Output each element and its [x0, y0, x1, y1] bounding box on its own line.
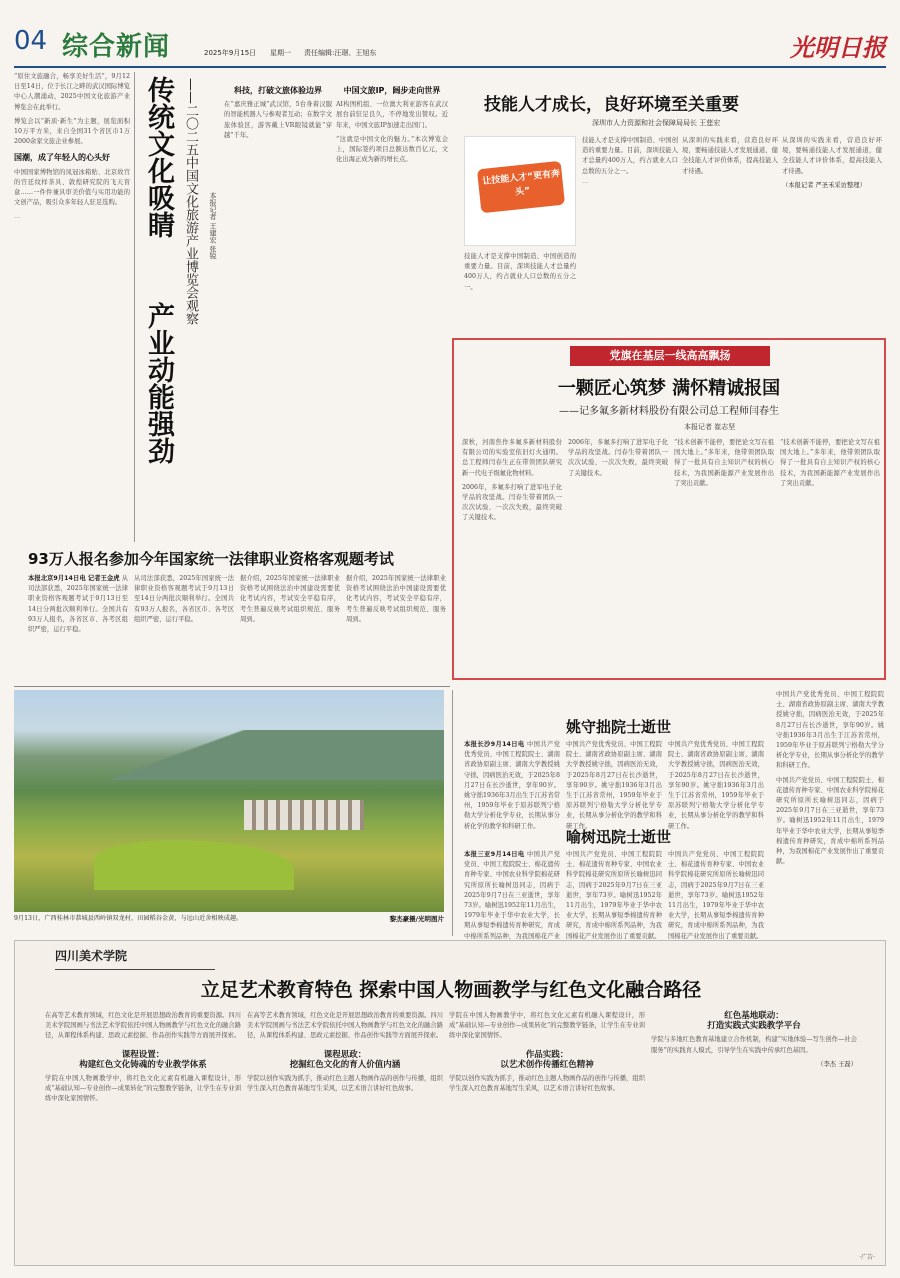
obit2-headline: 喻树迅院士逝世 — [566, 828, 672, 846]
photo-caption-box — [14, 914, 444, 936]
issue-weekday: 星期一 — [270, 49, 291, 57]
editors: 责任编辑:汪璟、王旭东 — [304, 49, 377, 57]
exam-headline: 93万人报名参加今年国家统一法律职业资格客观题考试 — [28, 550, 394, 568]
culture-headline-b: 产业动能强劲 — [143, 302, 174, 464]
art-intro: 在高等艺术教育领域，红色文化是开展思想政治教育的重要资源。四川美术学院国画与书法艺术学院依托中国人物画教学与红色文化的融合路径，从课程体系构建、思政元素挖掘、作品创作实践等方面展开探索。 — [45, 1012, 241, 1040]
art-sign: （李杰 王磊） — [817, 1060, 857, 1068]
skills-col1: 技能人才是支撑中国制造、中国创造的重要力量。目前，深圳技能人才总量约400万人，约占就业人口总数的五分之一。 — [464, 253, 576, 291]
photo-mountains — [14, 730, 444, 780]
skills-note: （本报记者 严圣禾采访整理） — [782, 181, 866, 189]
obit-right-col: 中国共产党优秀党员、中国工程院院士、湖南省政协原副主席、湖南大学教授姚守拙，因病医治无效，于2025年8月27日在长沙逝世，享年90岁。姚守拙1936年3月出生于江苏省常州，1959年毕业于原苏联列宁格勒大学分析化学专业，长期从事分析化学的教学和科研工作。 中国共产党党员、中国工程院院士、棉花遗传育种专家、中国农业科学院棉花研究所原所长喻树迅同志，因病于2025年9月7日在三亚逝世，享年73岁。喻树迅1952年11月出生，1979年毕业于华中农业大学，长期从事短季棉遗传育种研究，育成中棉所系列品种，为我国棉花产业发展作出了重要贡献。 — [776, 691, 884, 866]
obit2-col3: 中国共产党党员、中国工程院院士、棉花遗传育种专家、中国农业科学院棉花研究所原所长喻树迅同志，因病于2025年9月7日在三亚逝世，享年73岁。喻树迅1952年11月出生，1979年毕业于华中农业大学，长期从事短季棉遗传育种研究，育成中棉所系列品种，为我国棉花产业发展作出了重要贡献。 — [668, 851, 764, 940]
exam-col2: 从司法部获悉，2025年国家统一法律职业资格客观题考试于9月13日至14日分两批次顺利举行。全国共有93万人报名，各省区市、各考区组织严密，运行平稳。 — [134, 575, 234, 623]
culture-filler: … — [14, 213, 21, 221]
art-sec3-label: 作品实践： — [525, 1049, 569, 1060]
art-sec4-label: 红色基地联动： — [724, 1011, 784, 1021]
obit2-col1: 本报三亚9月14日电 中国共产党党员、中国工程院院士、棉花遗传育种专家、中国农业科学院棉花研究所原所长喻树迅同志，因病于2025年9月7日在三亚逝世，享年73岁。喻树迅1952年11月出生，1979年毕业于华中农业大学，长期从事短季棉遗传育种研究，育成中棉所系列品种，为我国棉花产业 — [464, 851, 560, 940]
culture-para5: AI构图机组、一位澳大利亚游客在武汉展台前驻足良久，不停地发出赞叹。近年来，中国文旅IP加速走出国门。 — [336, 101, 448, 129]
culture-intro: “原住文旅融合，畅享美好生活”，9月12日至14日，位于长江之畔的武汉国际博览中心人潮涌动，2025中国文化旅游产业博览会在此举行。 — [14, 73, 130, 111]
art-col2: 在高等艺术教育领域，红色文化是开展思想政治教育的重要资源。四川美术学院国画与书法艺术学院依托中国人物画教学与红色文化的融合路径，从课程体系构建、思政元素挖掘、作品创作实践等方面展开探索。 课程思政： 挖掘红色文化的育人价值内涵 学院以创作实践为抓手，推动红色主题人物画作品的创作与传播，组织学生深入红色教育基地写生采风，以艺术语言讲好红色故事。 — [247, 1011, 443, 1261]
culture-para2: 博览会以“新质·新生”为主题，展览面积10万平方米，来自全国31个省区市1万2000余家文旅企业参展。 — [14, 117, 130, 146]
skills-image — [464, 136, 576, 246]
feature-col3: “技术创新不能停，要把论文写在祖国大地上。”多年来，他带领团队取得了一批具有自主知识产权的核心技术，为我国新能源产业发展作出了突出贡献。 — [674, 439, 774, 487]
masthead — [14, 22, 886, 66]
culture-heading3: 中国文旅IP，阔步走向世界 — [343, 86, 441, 95]
culture-para3: 中国国家博物馆的凤冠冰箱贴、北京故宫的宫廷纹样茶具、敦煌研究院的飞天盲盒……一件件兼具审美价值与实用功能的文创产品，吸引众多年轻人驻足选购。 — [14, 168, 130, 207]
ad-label: ·广告· — [859, 1254, 875, 1261]
feature-box — [452, 338, 886, 680]
culture-heading1: 国潮，成了年轻人的心头好 — [14, 153, 110, 163]
art-sec3-title: 以艺术创作传播红色精神 — [500, 1059, 594, 1070]
culture-para6: “这就是中国文化的魅力。”本次博览会上，国际签约项目总额达数百亿元，文化出海正成为新的增长点。 — [336, 135, 448, 164]
culture-article — [14, 72, 450, 542]
skills-headline: 技能人才成长，良好环境至关重要 — [484, 95, 739, 115]
culture-byline: 本报记者 王建宏 张锐 — [209, 192, 217, 260]
photo-credit: 黎杰豪摄/光明图片 — [389, 915, 444, 923]
exam-col1: 本报北京9月14日电 记者王金虎 从司法部获悉，2025年国家统一法律职业资格客观题考试于9月13日至14日分两批次顺利举行。全国共有93万人报名，各省区市、各考区组织严密，运行平稳。 — [28, 575, 128, 634]
photo-caption: 9月13日，广西桂林市恭城县西岭镇双龙村，田园稻谷金黄，与远山近舍相映成趣。 — [14, 915, 243, 922]
culture-col2 — [224, 72, 332, 540]
page-number: 04 — [14, 26, 48, 56]
feature-byline: 本报记者 崔志坚 — [684, 423, 736, 431]
art-para4: 学院与多地红色教育基地建立合作机制，构建“实地体验—写生创作—社会服务”的实践育人模式，引导学生在实践中传承红色基因。 — [651, 1036, 857, 1054]
landscape-photo — [14, 690, 444, 912]
culture-col1 — [14, 72, 130, 540]
culture-headline-a: 传统文化吸睛 — [143, 76, 174, 238]
art-kicker: 四川美术学院 — [55, 949, 128, 963]
art-col1 — [45, 1011, 241, 1261]
photo-village — [244, 800, 364, 830]
obituary-section — [456, 690, 886, 940]
obit2-col2: 中国共产党党员、中国工程院院士、棉花遗传育种专家、中国农业科学院棉花研究所原所长喻树迅同志，因病于2025年9月7日在三亚逝世，享年73岁。喻树迅1952年11月出生，1979年毕业于华中农业大学，长期从事短季棉遗传育种研究，育成中棉所系列品种，为我国棉花产业发展作出了重要贡献。 — [566, 851, 662, 940]
issue-date: 2025年9月15日 — [204, 49, 257, 57]
exam-col4: 据介绍，2025年国家统一法律职业资格考试围绕法治中国建设需要优化考试内容，考试安全平稳有序，考生普遍反映考试组织规范、服务周到。 — [346, 575, 446, 623]
masthead-rule — [14, 66, 886, 68]
exam-col3: 据介绍，2025年国家统一法律职业资格考试围绕法治中国建设需要优化考试内容，考试安全平稳有序，考生普遍反映考试组织规范、服务周到。 — [240, 575, 340, 623]
art-para2: 学院以创作实践为抓手，推动红色主题人物画作品的创作与传播，组织学生深入红色教育基地写生采风，以艺术语言讲好红色故事。 — [247, 1075, 443, 1093]
art-col4 — [651, 1011, 857, 1261]
culture-subtitle: ——二〇二五中国文化旅游产业博览会观察 — [183, 78, 198, 325]
art-sec2-label: 课程思政： — [323, 1049, 367, 1060]
feature-col4: “技术创新不能停，要把论文写在祖国大地上。”多年来，他带领团队取得了一批具有自主知识产权的核心技术，为我国新能源产业发展作出了突出贡献。 — [780, 439, 880, 487]
feature-col2: 2006年，多氟多打响了进军电子化学品的攻坚战。闫春生带着团队一次次试验、一次次失败，最终突破了关键技术。 — [568, 439, 668, 477]
culture-heading2: 科技，打破文旅体验边界 — [234, 86, 322, 95]
art-sec4-title: 打造实践式实践教学平台 — [707, 1021, 801, 1032]
feature-subtitle: ——记多氟多新材料股份有限公司总工程师闫春生 — [559, 406, 779, 417]
skills-col2: 技能人才是支撑中国制造、中国创造的重要力量。目前，深圳技能人才总量约400万人，约占就业人口总数的五分之一。 … — [582, 137, 678, 185]
obit1-col3: 中国共产党优秀党员、中国工程院院士、湖南省政协原副主席、湖南大学教授姚守拙，因病医治无效，于2025年8月27日在长沙逝世，享年90岁。姚守拙1936年3月出生于江苏省常州，1959年毕业于原苏联列宁格勒大学分析化学专业，长期从事分析化学的教学和科研工作。 — [668, 741, 764, 830]
skills-byline: 深圳市人力资源和社会保障局局长 王莛宏 — [592, 119, 721, 127]
feature-tag: 党旗在基层一线高高飘扬 — [570, 346, 770, 366]
art-col3: 学院在中国人物画教学中，将红色文化元素有机融入课程设计，形成“基础认知—专业创作—成果转化”的完整教学链条，让学生在专业训练中深化家国情怀。 作品实践： 以艺术创作传播红色精神 学院以创作实践为抓手，推动红色主题人物画作品的创作与传播，组织学生深入红色教育基地写生采风，以艺术语言讲好红色故事。 — [449, 1011, 645, 1261]
obit1-col2: 中国共产党优秀党员、中国工程院院士、湖南省政协原副主席、湖南大学教授姚守拙，因病医治无效，于2025年8月27日在长沙逝世，享年90岁。姚守拙1936年3月出生于江苏省常州，1959年毕业于原苏联列宁格勒大学分析化学专业，长期从事分析化学的教学和科研工作。 — [566, 741, 662, 830]
feature-headline: 一颗匠心筑梦 满怀精诚报国 — [557, 378, 781, 399]
art-sec1-title: 构建红色文化铸魂的专业教学体系 — [79, 1059, 207, 1070]
skills-article — [456, 84, 886, 336]
skills-col3: 从深圳的实践来看，营造良好环境，要畅通技能人才发展通道，健全技能人才评价体系，提高技能人才待遇。 — [682, 137, 778, 175]
section-title: 综合新闻 — [62, 32, 171, 62]
newspaper-logo: 光明日报 — [790, 34, 886, 62]
culture-para4: 在“嘉庆雅正城”武汉馆，5台身着汉服的智能机器人与参观者互动；在数字文旅体验区，游客戴上VR眼镜就能“穿越”千年。 — [224, 101, 332, 139]
art-para1: 学院在中国人物画教学中，将红色文化元素有机融入课程设计，形成“基础认知—专业创作—成果转化”的完整教学链条，让学生在专业训练中深化家国情怀。 — [45, 1075, 241, 1103]
feature-col1: 深秋，河南焦作多氟多新材料股份有限公司的实验室依旧灯火通明。总工程师闫春生正在带领团队研究新一代电子级氟化物材料。 2006年，多氟多打响了进军电子化学品的攻坚战。闫春生带着团队一次次试验、一次次失败，最终突破了关键技术。 — [462, 439, 562, 522]
culture-col3 — [336, 72, 448, 540]
art-box — [14, 940, 886, 1266]
art-headline: 立足艺术教育特色 探索中国人物画教学与红色文化融合路径 — [200, 979, 702, 1001]
art-sec1-label: 课程设置： — [121, 1049, 165, 1060]
art-sec2-title: 挖掘红色文化的育人价值内涵 — [289, 1059, 401, 1070]
exam-article — [14, 544, 450, 686]
obit1-col1: 本报长沙9月14日电 中国共产党优秀党员、中国工程院院士、湖南省政协原副主席、湖南大学教授姚守拙，因病医治无效，于2025年8月27日在长沙逝世，享年90岁。姚守拙1936年3月出生于江苏省常州，1959年毕业于原苏联列宁格勒大学分析化学专业，长期从事分析化学的教学和科研工作。 — [464, 741, 560, 830]
photo-field — [94, 840, 294, 890]
art-para3: 学院以创作实践为抓手，推动红色主题人物画作品的创作与传播，组织学生深入红色教育基地写生采风，以艺术语言讲好红色故事。 — [449, 1075, 645, 1093]
skills-col4: 从深圳的实践来看，营造良好环境，要畅通技能人才发展通道，健全技能人才评价体系，提高技能人才待遇。 （本报记者 严圣禾采访整理） — [782, 136, 882, 334]
obit1-headline: 姚守拙院士逝世 — [566, 718, 672, 736]
skills-image-text: 让技能人才“更有奔头” — [481, 168, 561, 198]
